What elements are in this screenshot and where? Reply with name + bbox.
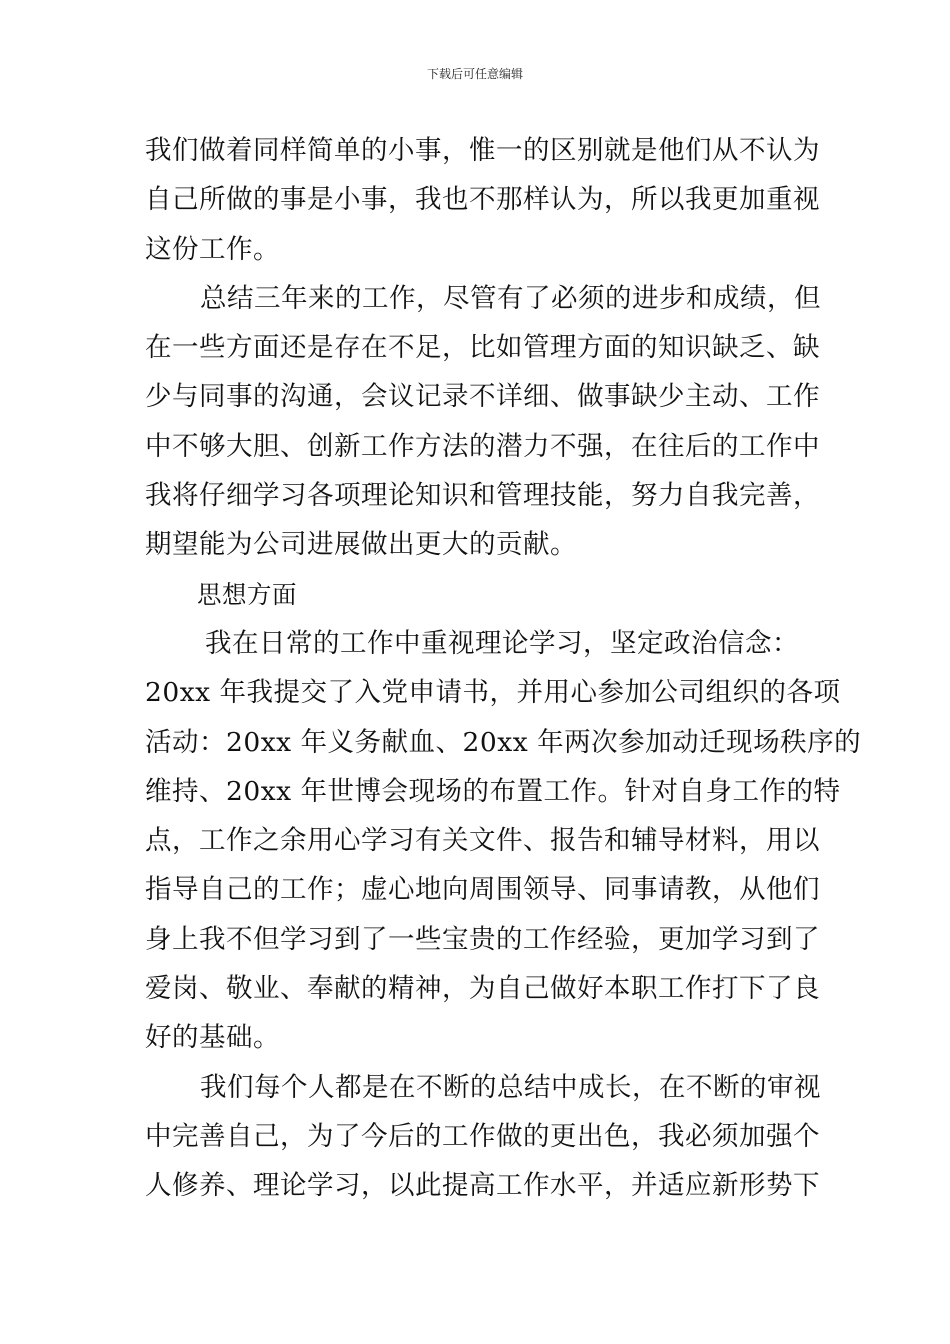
text-line: 这份工作。 — [145, 233, 280, 265]
text-line: 活动：20xx 年义务献血、20xx 年两次参加动迁现场秩序的 — [145, 726, 862, 758]
paragraph-start-line: 我们每个人都是在不断的总结中成长，在不断的审视 — [200, 1071, 821, 1103]
text-line: 我将仔细学习各项理论知识和管理技能，努力自我完善， — [145, 480, 820, 512]
text-line: 20xx 年我提交了入党申请书，并用心参加公司组织的各项 — [145, 677, 841, 709]
text-line: 自己所做的事是小事，我也不那样认为，所以我更加重视 — [145, 184, 820, 216]
text-line: 点，工作之余用心学习有关文件、报告和辅导材料，用以 — [145, 825, 820, 857]
text-line: 好的基础。 — [145, 1022, 280, 1054]
text-line: 身上我不但学习到了一些宝贵的工作经验，更加学习到了 — [145, 923, 820, 955]
text-line: 中完善自己，为了今后的工作做的更出色，我必须加强个 — [145, 1120, 820, 1152]
text-line: 爱岗、敬业、奉献的精神，为自己做好本职工作打下了良 — [145, 973, 820, 1005]
text-line: 期望能为公司进展做出更大的贡献。 — [145, 529, 577, 561]
text-line: 中不够大胆、创新工作方法的潜力不强，在往后的工作中 — [145, 430, 820, 462]
text-line: 维持、20xx 年世博会现场的布置工作。针对自身工作的特 — [145, 775, 841, 807]
paragraph-start-line: 我在日常的工作中重视理论学习，坚定政治信念： — [205, 627, 799, 659]
text-line: 指导自己的工作；虚心地向周围领导、同事请教，从他们 — [145, 874, 820, 906]
page-header: 下载后可任意编辑 — [426, 67, 523, 81]
text-line: 我们做着同样简单的小事，惟一的区别就是他们从不认为 — [145, 135, 820, 166]
text-line: 人修养、理论学习，以此提高工作水平，并适应新形势下 — [145, 1170, 820, 1202]
text-line: 在一些方面还是存在不足，比如管理方面的知识缺乏、缺 — [145, 332, 820, 364]
text-line: 少与同事的沟通，会议记录不详细、做事缺少主动、工作 — [145, 381, 820, 413]
paragraph-start-line: 总结三年来的工作，尽管有了必须的进步和成绩，但 — [200, 282, 821, 314]
document-body — [145, 126, 862, 1211]
section-heading: 思想方面 — [197, 579, 297, 609]
